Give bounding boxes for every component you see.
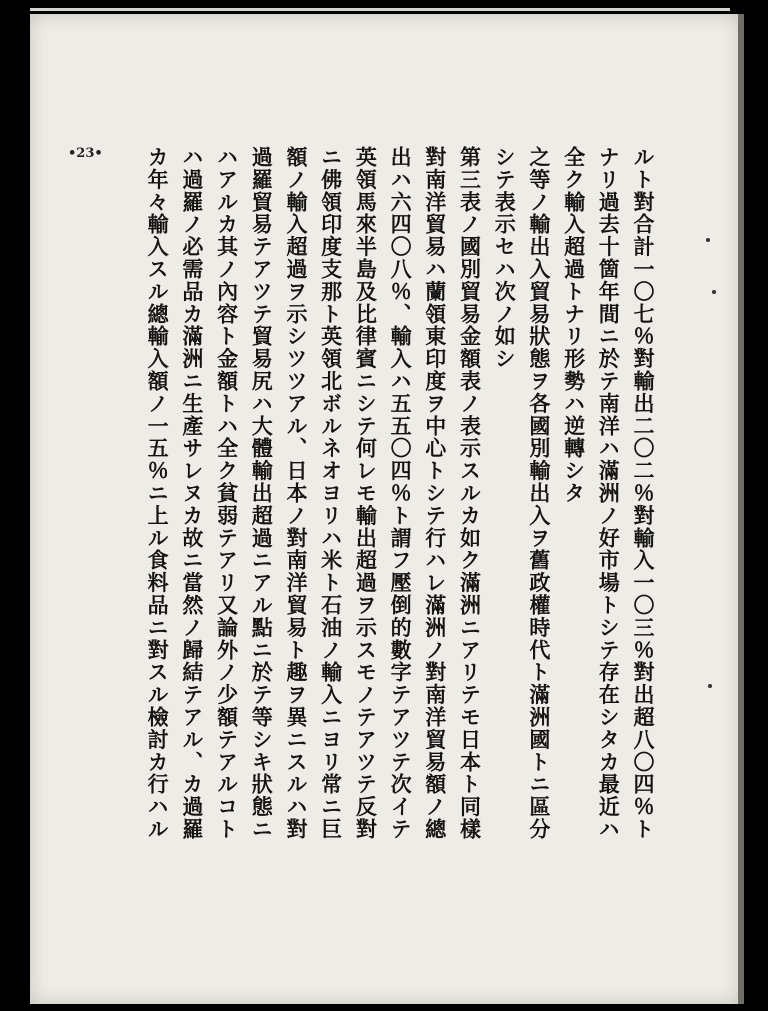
vertical-text-block xyxy=(139,146,660,946)
text-column-9: 英領馬來半島及比律賓ニシテ何レモ輸出超過ヲ示スモノテアツテ反對 xyxy=(353,146,379,841)
text-column-13: ハアルカ其ノ內容ト金額トハ全ク貧弱テアリ又論外ノ少額テアルコト xyxy=(214,146,240,841)
text-column-2: ナリ過去十箇年間ニ於テ南洋ハ滿洲ノ好市場トシテ存在シタカ最近ハ xyxy=(596,146,622,841)
scan-speck xyxy=(712,290,716,294)
scan-speck xyxy=(706,238,710,242)
scan-speck xyxy=(708,684,712,688)
text-column-4: 之等ノ輸出入貿易狀態ヲ各國別輸出入ヲ舊政權時代ト滿洲國トニ區分 xyxy=(526,146,552,841)
page-marker: •23• xyxy=(68,146,103,161)
text-column-12: 過羅貿易テアツテ貿易尻ハ大體輸出超過ニアル點ニ於テ等シキ狀態ニ xyxy=(249,146,275,841)
text-column-5: シテ表示セハ次ノ如シ xyxy=(492,146,518,370)
text-column-1: ルト對合計一〇七％對輸出二〇二％對輸入一〇三％對出超八〇四％ト xyxy=(631,146,656,841)
scan-top-edge xyxy=(30,8,730,11)
text-column-3: 全ク輸入超過トナリ形勢ハ逆轉シタ xyxy=(561,146,587,505)
scan-right-edge xyxy=(738,14,744,1004)
text-column-14: ハ過羅ノ必需品カ滿洲ニ生產サレヌカ故ニ當然ノ歸結テアル、カ過羅 xyxy=(179,146,205,841)
text-column-15: カ年々輸入スル總輸入額ノ一五％ニ上ル食料品ニ對スル檢討カ行ハル xyxy=(145,146,171,841)
text-column-6: 第三表ノ國別貿易金額表ノ表示スルカ如ク滿洲ニアリテモ日本ト同樣 xyxy=(457,146,483,841)
text-column-10: ニ佛領印度支那ト英領北ボルネオヨリハ米ト石油ノ輸入ニヨリ常ニ巨 xyxy=(318,146,344,841)
text-column-7: 對南洋貿易ハ蘭領東印度ヲ中心トシテ行ハレ滿洲ノ對南洋貿易額ノ總 xyxy=(422,146,448,841)
text-column-11: 額ノ輸入超過ヲ示シツツアル、日本ノ對南洋貿易ト趣ヲ異ニスルハ對 xyxy=(283,146,309,841)
text-column-8: 出ハ六四〇八％、輸入ハ五五〇四％ト謂フ壓倒的數字テアツテ次イテ xyxy=(388,146,414,841)
